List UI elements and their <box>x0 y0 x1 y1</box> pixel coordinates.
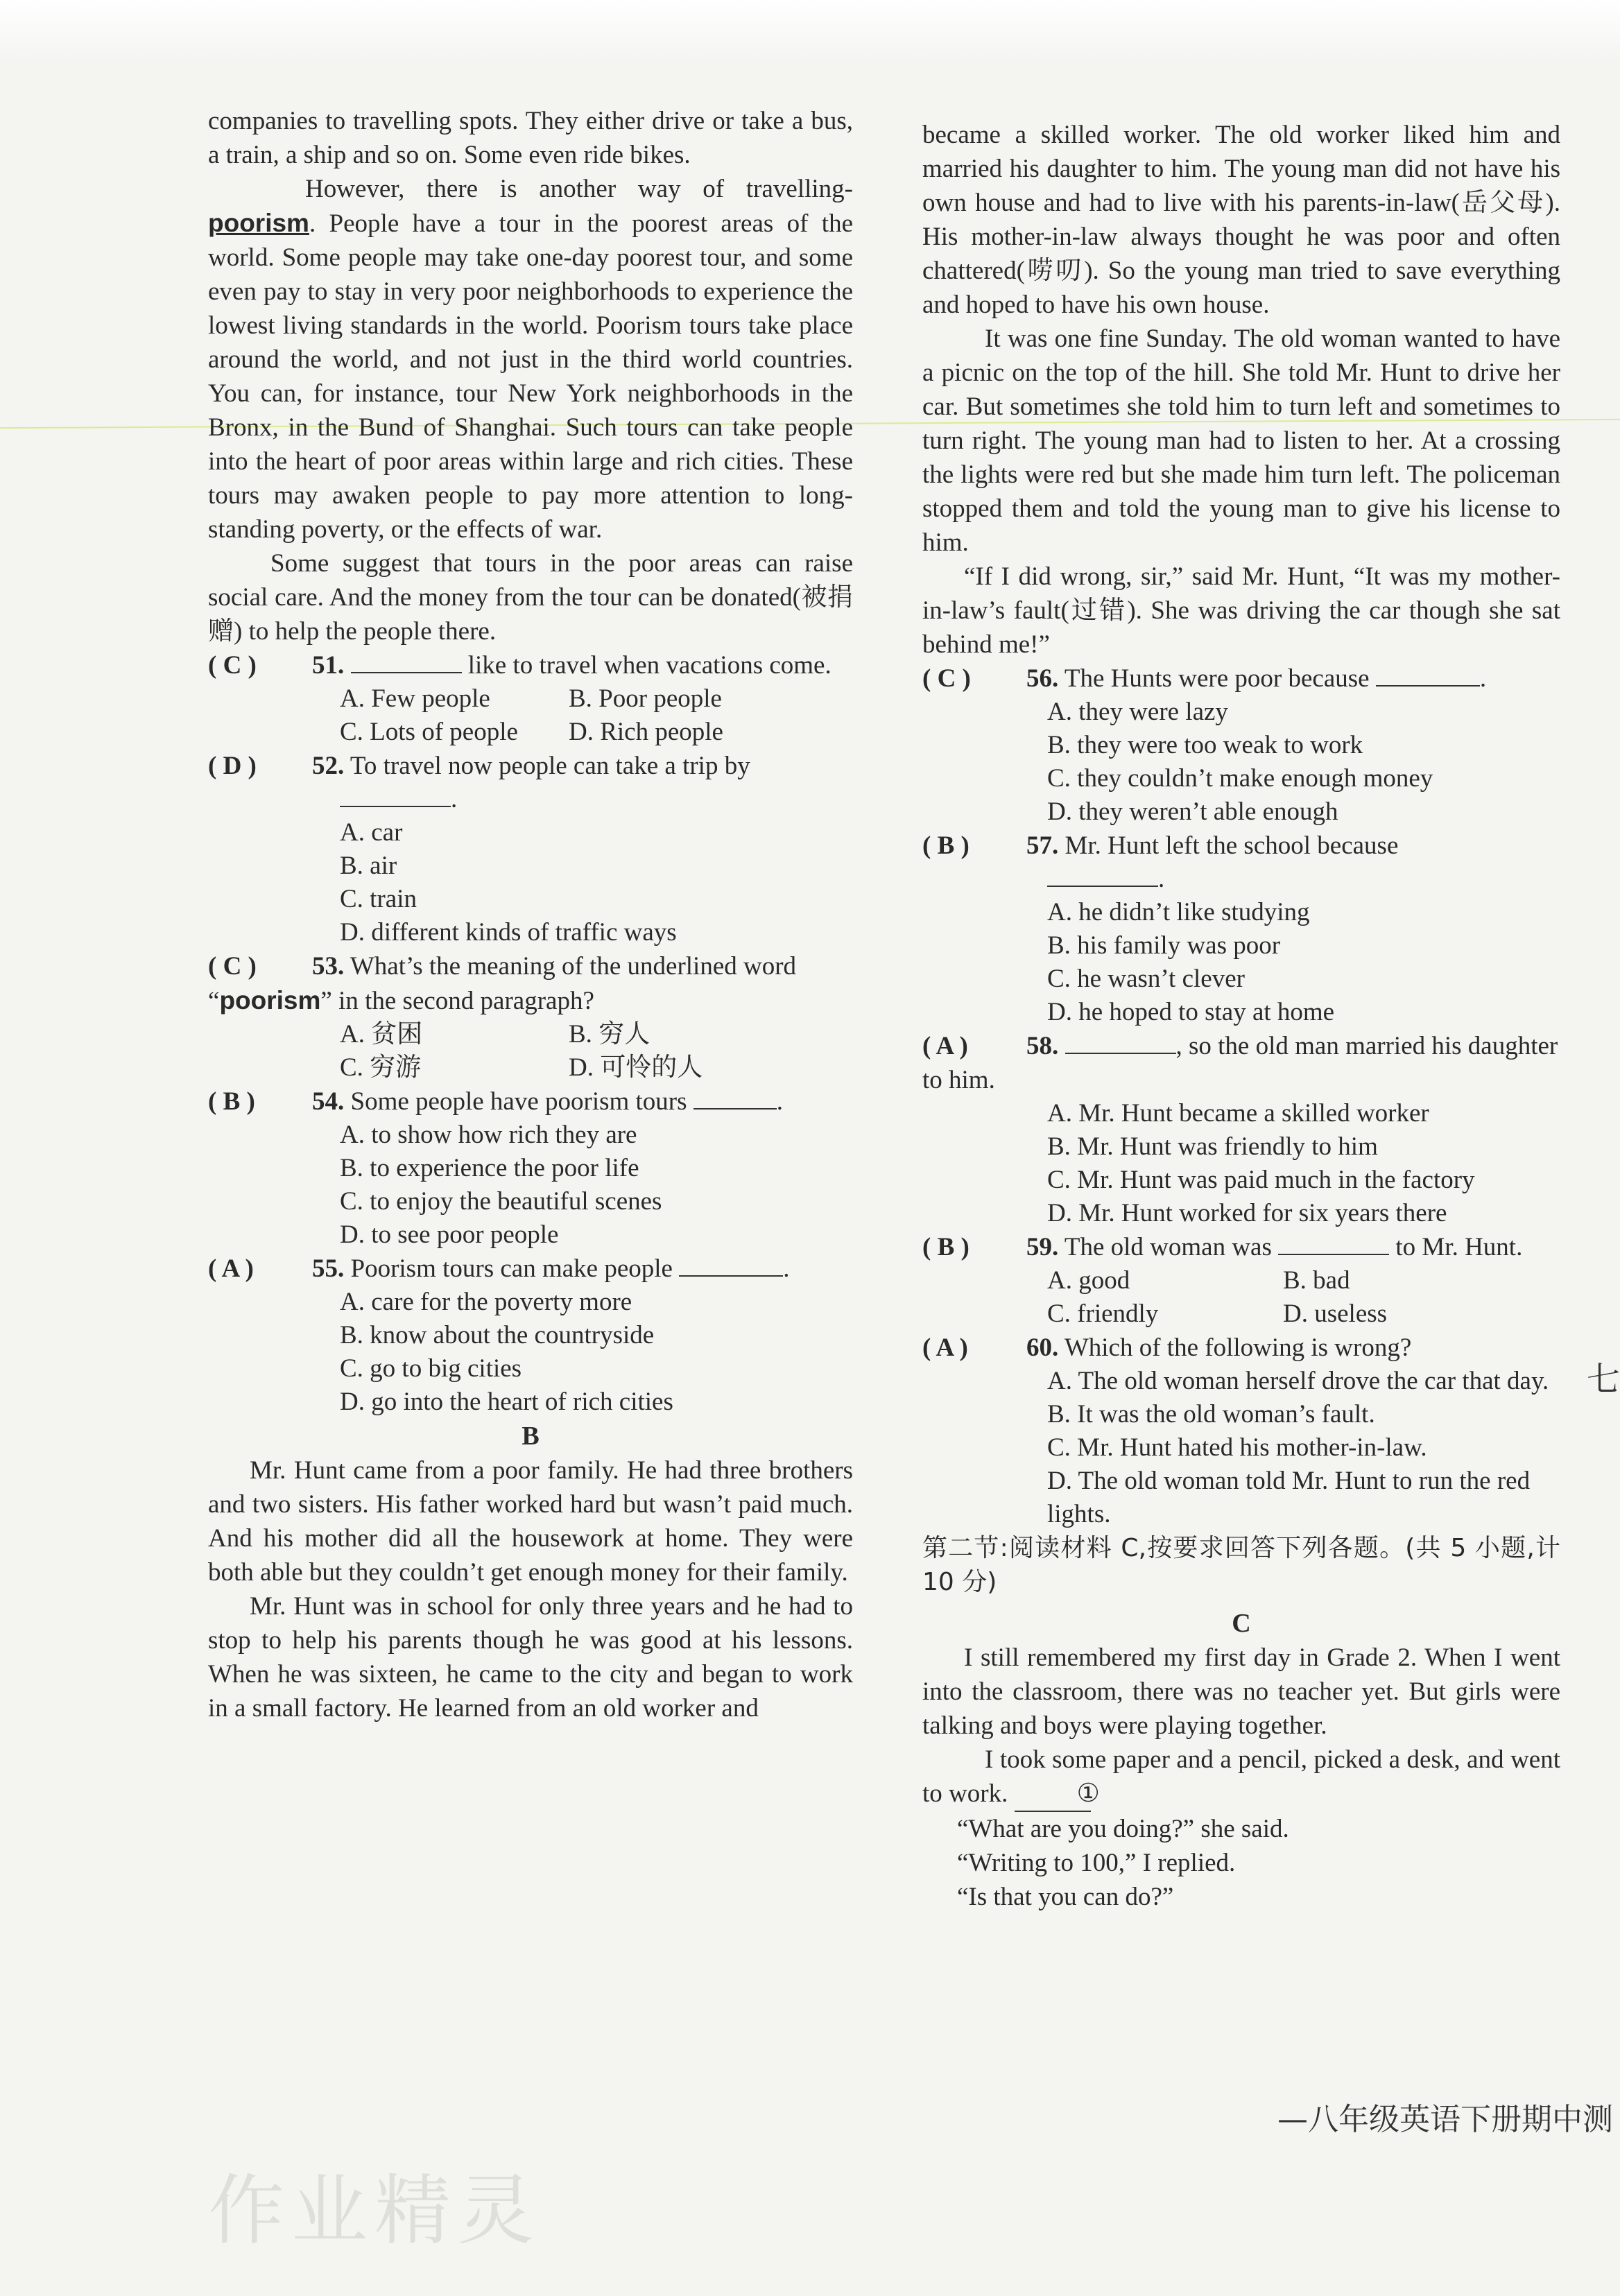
question-53 <box>208 949 853 1018</box>
question-stem-60: Which of the following is wrong? <box>1064 1333 1412 1362</box>
option-52-d: D. different kinds of traffic ways <box>340 918 677 947</box>
option-51-a: A. Few people <box>340 684 490 713</box>
question-stem-54: Some people have poorism tours <box>350 1087 687 1116</box>
answer-blank <box>1065 1032 1176 1054</box>
options-59 <box>1047 1264 1560 1331</box>
option-53-a: A. 贫困 <box>340 1020 423 1048</box>
options-58 <box>1047 1097 1560 1230</box>
option-60-a: A. The old woman herself drove the car that day. <box>1047 1367 1549 1395</box>
passage-a-paragraph-2 <box>208 172 853 546</box>
left-column: companies to travelling spots. They either drive or take a bus, a train, a ship and so on. Some even ride bikes. However, there is another way of travelling-poorism. People have a tour in the poorest areas of the world. Some people may take one-day poorest tour, and some even pay to stay in very poor neighborhoods to experience the lowest living standards in the world. Poorism tours take place around the world, and not just in the third world countries. You can, for instance, tour New York neighborhoods in the Bronx, in the Bund of Shanghai. Such tours can take people into the heart of poor areas within large and rich cities. These tours may awaken people to pay more attention to long-standing poverty, or the effects of war. Some suggest that tours in the poor areas can raise social care. And the money from the tour can be donated(被捐赠) to help the people there. ( C ) 51. like to travel when vacations come. A. Few people B. Poor people C. Lots of people D. Rich people ( D ) 52. To travel now people can take a trip by . A. car B. air C. train D. different kinds of traffic ways ( C ) 53. What’s the meaning of the underlined word “poorism” in the second paragraph? A. 贫困 B. 穷人 C. 穷游 D. 可怜的人 ( B ) 54. Some people have poorism tours . A. to show how rich they are B. to experience the poor life C. to enjoy the beautiful scenes D. to see poor people ( A ) 55. Poorism tours can make people . A. care for the poverty more B. know about the countryside C. go to big cities D. go into the heart of rich cities B Mr. Hunt came from a poor family. He had three brothers and two sisters. His father worked hard but wasn’t paid much. And his mother did all the housework at home. They were both able but they couldn’t get enough money for their family. Mr. Hunt was in school for only three years and he had to stop to help his parents though he was good at his lessons. When he was sixteen, he came to the city and began to work in a small factory. He learned from an old worker and <box>208 104 853 1725</box>
answer-blank <box>679 1254 783 1277</box>
option-54-b: B. to experience the poor life <box>340 1154 639 1182</box>
passage-c-line-3: “What are you doing?” she said. <box>957 1815 1289 1843</box>
options-53 <box>340 1018 853 1085</box>
question-number-57: 57. <box>1026 831 1059 860</box>
passage-b-paragraph-3: became a skilled worker. The old worker liked him and married his daughter to him. The young man did not have his own house and had to live with his parents-in-law(岳父母). His mother-in-law always thought he was poor and often chattered(唠叨). So the young man tried to save everything and hoped to have his own house. <box>922 121 1560 319</box>
passage-b-heading: B <box>522 1422 540 1451</box>
option-57-b: B. his family was poor <box>1047 931 1281 960</box>
option-55-c: C. go to big cities <box>340 1354 522 1383</box>
answer-59: ( B ) <box>922 1233 970 1261</box>
side-glyph: 七 <box>1586 1360 1620 1399</box>
option-53-b: B. 穷人 <box>569 1020 650 1048</box>
passage-c-paragraph-1: I still remembered my first day in Grade 2. When I went into the classroom, there was no teacher yet. But girls were talking and boys were playing together. <box>922 1643 1560 1740</box>
passage-c-heading: C <box>1232 1609 1251 1638</box>
answer-56: ( C ) <box>922 664 971 693</box>
option-59-d: D. useless <box>1283 1300 1388 1328</box>
question-60 <box>922 1331 1560 1365</box>
answer-blank <box>1376 664 1480 687</box>
option-56-a: A. they were lazy <box>1047 698 1228 726</box>
option-52-b: B. air <box>340 852 397 880</box>
question-number-52: 52. <box>312 752 345 780</box>
question-stem-59a: The old woman was <box>1064 1233 1272 1261</box>
option-54-a: A. to show how rich they are <box>340 1121 637 1149</box>
question-stem-53a: What’s the meaning of the underlined word “ <box>208 952 797 1015</box>
p2-pre: travelling- <box>746 175 853 203</box>
question-59 <box>922 1230 1560 1264</box>
question-number-53: 53. <box>312 952 345 981</box>
answer-52: ( D ) <box>208 752 257 780</box>
options-60 <box>1047 1365 1560 1531</box>
answer-54: ( B ) <box>208 1087 255 1116</box>
option-51-c: C. Lots of people <box>340 718 518 746</box>
option-55-a: A. care for the poverty more <box>340 1288 632 1316</box>
option-56-b: B. they were too weak to work <box>1047 731 1363 759</box>
passage-a-paragraph-3: Some suggest that tours in the poor areas can raise social care. And the money from the tour can be donated(被捐赠) to help the people there. <box>208 549 853 646</box>
options-51 <box>340 682 853 749</box>
option-57-a: A. he didn’t like studying <box>1047 898 1310 926</box>
option-60-d: D. The old woman told Mr. Hunt to run the red lights. <box>1047 1467 1531 1528</box>
answer-60: ( A ) <box>922 1333 968 1362</box>
question-stem-52: To travel now people can take a trip by <box>350 752 750 780</box>
question-56: ( C ) 56. The Hunts were poor because . <box>922 662 1560 696</box>
option-58-a: A. Mr. Hunt became a skilled worker <box>1047 1099 1429 1128</box>
passage-a-paragraph-1: companies to travelling spots. They either drive or take a bus, a train, a ship and so on. Some even ride bikes. <box>208 107 853 169</box>
option-51-d: D. Rich people <box>569 718 723 746</box>
question-57 <box>922 829 1560 863</box>
question-stem-53b: ” in the second paragraph? <box>320 987 594 1015</box>
blank-1: ① <box>1015 1777 1091 1812</box>
option-51-b: B. Poor people <box>569 684 722 713</box>
question-number-60: 60. <box>1026 1333 1059 1362</box>
question-stem-59b: to Mr. Hunt. <box>1389 1233 1523 1261</box>
passage-c-paragraph-2-text: I took some paper and a pencil, picked a desk, and went to work. <box>922 1745 1560 1808</box>
underlined-word-poorism: poorism <box>208 209 309 237</box>
option-58-b: B. Mr. Hunt was friendly to him <box>1047 1132 1378 1161</box>
option-59-c: C. friendly <box>1047 1300 1159 1328</box>
right-column: became a skilled worker. The old worker liked him and married his daughter to him. The young man did not have his own house and had to live with his parents-in-law(岳父母). His mother-in-law always thought he was poor and often chattered(唠叨). So the young man tried to save everything and hoped to have his own house. It was one fine Sunday. The old woman wanted to have a picnic on the top of the hill. She told Mr. Hunt to drive her car. But sometimes she told him to turn left and sometimes to turn right. The young man had to listen to her. At a crossing the lights were red but she made him turn left. The policeman stopped them and told the young man to give his license to him. “If I did wrong, sir,” said Mr. Hunt, “It was my mother-in-law’s fault(过错). She was driving the car though she sat behind me!” ( C ) 56. The Hunts were poor because . A. they were lazy B. they were too weak to work C. they couldn’t make enough money D. they weren’t able enough ( B ) 57. Mr. Hunt left the school because . A. he didn’t like studying B. his family was poor C. he wasn’t clever D. he hoped to stay at home ( A ) 58. , so the old man married his daughter to him. A. Mr. Hunt became a skilled worker B. Mr. Hunt was friendly to him C. Mr. Hunt was paid much in the factory D. Mr. Hunt worked for six years there ( B ) 59. The old woman was to Mr. Hunt. A. good B. bad C. friendly D. useless ( A ) 60. Which of the following is wrong? A. The old woman herself drove the car that day. B. It was the old woman’s fault. C. Mr. Hunt hated his mother-in-law. D. The old woman told Mr. Hunt to run the red lights. 第二节:阅读材料 C,按要求回答下列各题。(共 5 小题,计 10 分) C I still remembered my first day in Grade 2. When I went into the classroom, there was no teacher yet. But girls were talking and boys were playing together. I took some paper and a pencil, picked a desk, and went to work. ① “What are you doing?” she said. “Writing to 100,” I replied. “Is that you can do?” <box>922 118 1560 1914</box>
passage-b-paragraph-1: Mr. Hunt came from a poor family. He had three brothers and two sisters. His father worked hard but wasn’t paid much. And his mother did all the housework at home. They were both able but they couldn’t get enough money for their family. <box>208 1456 853 1587</box>
question-51 <box>208 648 853 682</box>
option-58-c: C. Mr. Hunt was paid much in the factory <box>1047 1166 1475 1194</box>
answer-blank <box>340 785 451 807</box>
options-55 <box>340 1286 853 1419</box>
options-54 <box>340 1119 853 1252</box>
question-55: ( A ) 55. Poorism tours can make people . <box>208 1252 853 1286</box>
passage-b-paragraph-5: “If I did wrong, sir,” said Mr. Hunt, “It was my mother-in-law’s fault(过错). She was driving the car though she sat behind me!” <box>922 562 1560 659</box>
question-stem-55: Poorism tours can make people <box>350 1254 673 1283</box>
p2-start: However, there is another way of <box>305 175 725 203</box>
question-stem-58: , so the old man married his daughter to him. <box>922 1032 1558 1094</box>
option-53-d: D. 可怜的人 <box>569 1053 703 1082</box>
question-number-56: 56. <box>1026 664 1059 693</box>
section-2-instruction: 第二节:阅读材料 C,按要求回答下列各题。(共 5 小题,计 10 分) <box>922 1534 1560 1596</box>
option-57-c: C. he wasn’t clever <box>1047 965 1245 993</box>
answer-53: ( C ) <box>208 952 257 981</box>
option-52-a: A. car <box>340 818 403 847</box>
answer-51: ( C ) <box>208 651 257 680</box>
answer-blank <box>1047 865 1158 887</box>
passage-b-paragraph-2: Mr. Hunt was in school for only three years and he had to stop to help his parents though he was good at his lessons. When he was sixteen, he came to the city and began to work in a small factory. He learned from an old worker and <box>208 1592 853 1723</box>
option-54-d: D. to see poor people <box>340 1220 559 1249</box>
option-55-b: B. know about the countryside <box>340 1321 655 1349</box>
answer-55: ( A ) <box>208 1254 254 1283</box>
option-59-b: B. bad <box>1283 1266 1350 1295</box>
options-52 <box>340 816 853 949</box>
passage-c-line-4: “Writing to 100,” I replied. <box>957 1849 1236 1877</box>
question-stem-56: The Hunts were poor because <box>1064 664 1370 693</box>
option-55-d: D. go into the heart of rich cities <box>340 1388 673 1416</box>
question-58 <box>922 1029 1560 1097</box>
option-53-c: C. 穷游 <box>340 1053 422 1082</box>
passage-c-line-5: “Is that you can do?” <box>957 1883 1174 1911</box>
option-52-c: C. train <box>340 885 417 913</box>
question-stem-57: Mr. Hunt left the school because <box>1065 831 1399 860</box>
option-56-c: C. they couldn’t make enough money <box>1047 764 1433 793</box>
option-60-c: C. Mr. Hunt hated his mother-in-law. <box>1047 1433 1427 1462</box>
answer-57: ( B ) <box>922 831 970 860</box>
question-number-59: 59. <box>1026 1233 1059 1261</box>
options-56 <box>1047 696 1560 829</box>
question-stem-53-word: poorism <box>219 986 321 1015</box>
question-stem-51: like to travel when vacations come. <box>461 651 831 680</box>
passage-b-paragraph-4: It was one fine Sunday. The old woman wanted to have a picnic on the top of the hill. She told Mr. Hunt to drive her car. But sometimes she told him to turn left and sometimes to turn right. The young man had to listen to her. At a crossing the lights were red but she made him turn left. The policeman stopped them and told the young man to give his license to him. <box>922 325 1560 557</box>
option-54-c: C. to enjoy the beautiful scenes <box>340 1187 662 1216</box>
option-59-a: A. good <box>1047 1266 1130 1295</box>
p2-rest: . People have a tour in the poorest areas of the world. Some people may take one-day poorest tour, and some even pay to stay in very poor neighborhoods to experience the lowest living standards in the world. Poorism tours take place around the world, and not just in the third world countries. You can, for instance, tour New York neighborhoods in the Bronx, in the Bund of Shanghai. Such tours can take people into the heart of poor areas within large and rich cities. These tours may awaken people to pay more attention to long-standing poverty, or the effects of war. <box>208 209 853 544</box>
passage-c-paragraph-2 <box>922 1743 1560 1812</box>
page-top-edge <box>0 0 1620 62</box>
question-number-55: 55. <box>312 1254 345 1283</box>
answer-blank <box>351 651 462 673</box>
answer-blank <box>1278 1233 1389 1255</box>
watermark: 作业精灵 <box>208 2166 541 2255</box>
question-number-54: 54. <box>312 1087 345 1116</box>
options-57 <box>1047 896 1560 1029</box>
option-58-d: D. Mr. Hunt worked for six years there <box>1047 1199 1447 1227</box>
answer-58: ( A ) <box>922 1032 968 1060</box>
option-56-d: D. they weren’t able enough <box>1047 797 1338 826</box>
answer-blank <box>693 1087 777 1110</box>
option-60-b: B. It was the old woman’s fault. <box>1047 1400 1375 1428</box>
option-57-d: D. he hoped to stay at home <box>1047 998 1335 1026</box>
question-number-51: 51. <box>312 651 345 680</box>
question-52 <box>208 749 853 783</box>
question-number-58: 58. <box>1026 1032 1059 1060</box>
question-54: ( B ) 54. Some people have poorism tours . <box>208 1085 853 1119</box>
page-footer: —八年级英语下册期中测 <box>1277 2102 1613 2137</box>
